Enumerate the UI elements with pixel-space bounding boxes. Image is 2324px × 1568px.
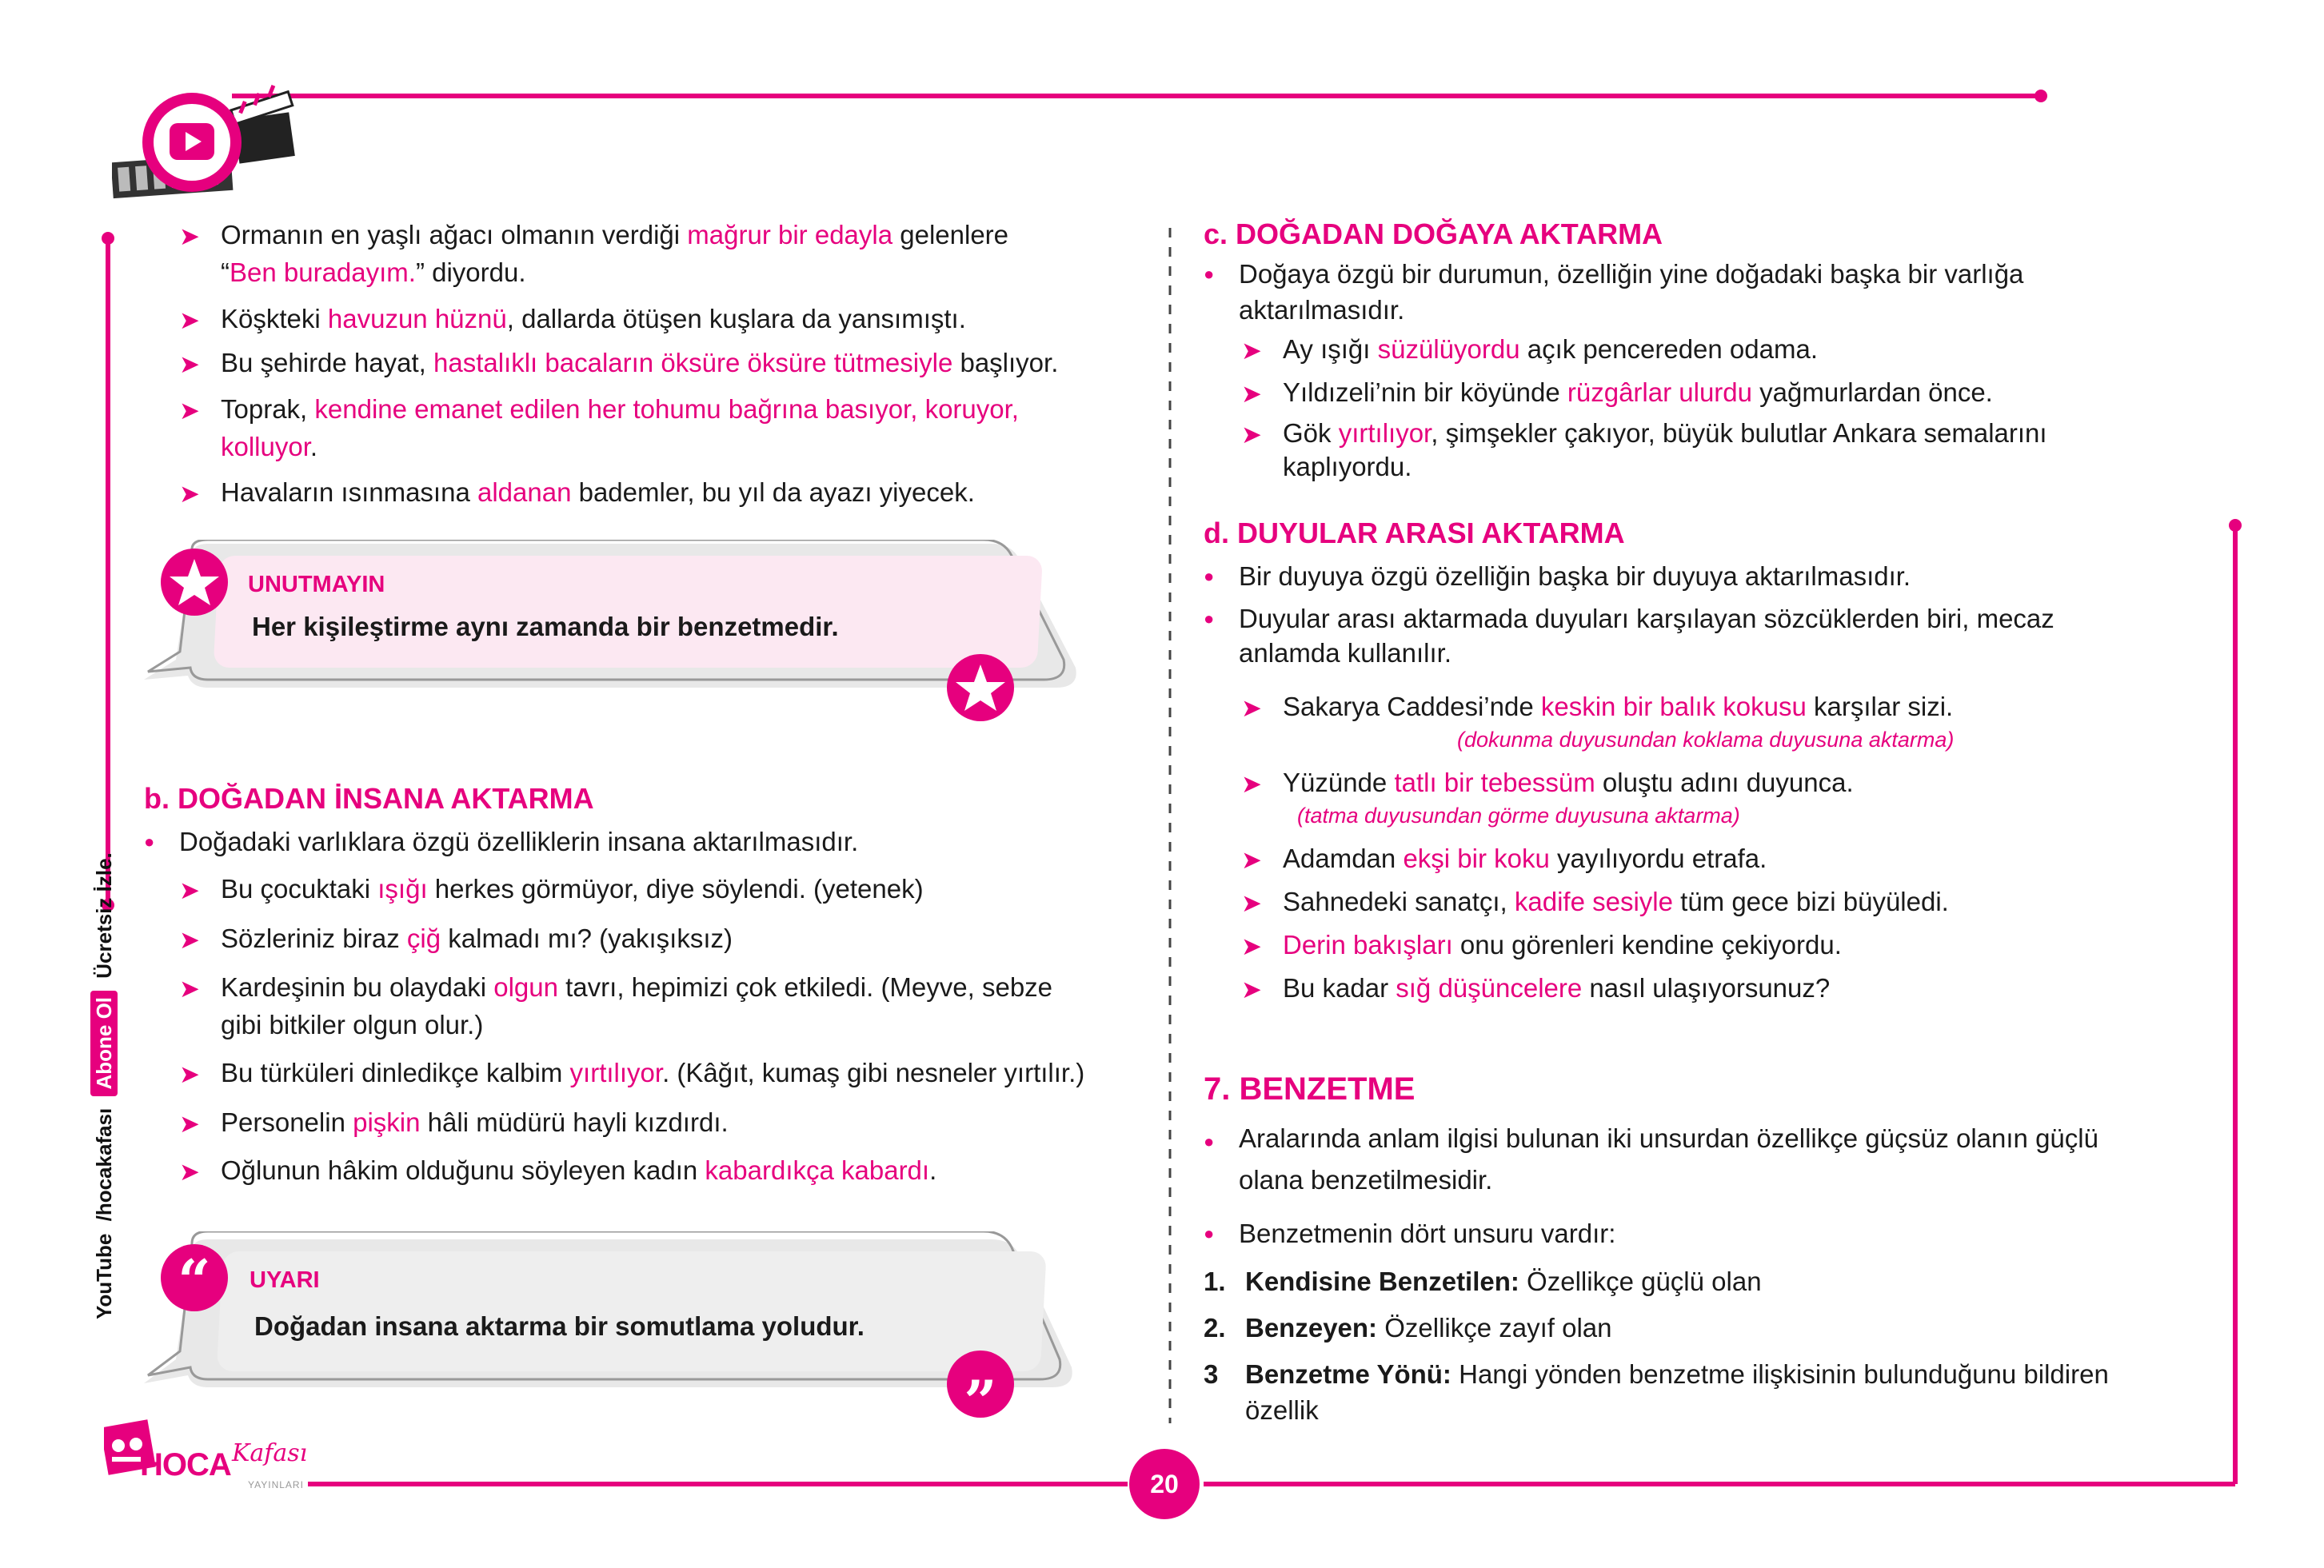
section-d-bullet-1 bbox=[1204, 558, 1911, 594]
element-2 bbox=[1204, 1310, 1612, 1346]
quote-open-icon bbox=[160, 1243, 229, 1312]
bullet-dot: ● bbox=[1204, 1223, 1215, 1243]
bullet-arrow-icon: ➤ bbox=[179, 876, 200, 904]
bullet-arrow-icon: ➤ bbox=[179, 1060, 200, 1088]
example-b-2 bbox=[179, 920, 1140, 957]
bullet-arrow-icon: ➤ bbox=[179, 926, 200, 954]
subscribe-badge[interactable]: Abone Ol bbox=[90, 991, 118, 1096]
highlight-phrase: Ben buradayım. bbox=[230, 257, 416, 287]
text-segment: tavrı, hepimizi çok etkiledi. (Meyve, sebze bbox=[557, 972, 1053, 1002]
example-text bbox=[221, 477, 975, 507]
example-d-6 bbox=[1241, 969, 2242, 1007]
bullet-text: Bir duyuya özgü özelliğin başka bir duyuya aktarılmasıdır. bbox=[1239, 561, 1911, 591]
section-d-bullet-2 bbox=[1204, 601, 2238, 670]
example-text bbox=[1283, 418, 2047, 448]
element-1 bbox=[1204, 1263, 1762, 1299]
text-segment: Gök bbox=[1283, 418, 1339, 448]
example-text-2 bbox=[1283, 452, 1412, 481]
element-3 bbox=[1204, 1356, 2109, 1428]
text-segment: bademler, bu yıl da ayazı yiyecek. bbox=[571, 477, 975, 507]
bullet-arrow-icon: ➤ bbox=[179, 1158, 200, 1186]
bullet-text-2: anlamda kullanılır. bbox=[1239, 638, 1452, 668]
logo-script: Kafası bbox=[232, 1439, 308, 1467]
section-7-heading: 7. BENZETME bbox=[1204, 1071, 1416, 1107]
text-segment: başlıyor. bbox=[952, 348, 1059, 377]
item-desc: Hangi yönden benzetme ilişkisinin bulunduğunu bildiren bbox=[1451, 1359, 2109, 1389]
text-segment: oluştu adını duyunca. bbox=[1595, 768, 1854, 797]
example-text-2 bbox=[221, 257, 526, 287]
text-segment: “ bbox=[221, 257, 230, 287]
highlight-phrase: olgun bbox=[493, 972, 558, 1002]
highlight-phrase: mağrur bir edayla bbox=[687, 220, 893, 249]
text-segment: herkes görmüyor, diye söylendi. (yetenek) bbox=[427, 874, 924, 904]
item-desc: Özellikçe zayıf olan bbox=[1377, 1313, 1612, 1343]
star-icon bbox=[946, 653, 1015, 722]
callout-title: UNUTMAYIN bbox=[248, 572, 385, 597]
item-number: 3 bbox=[1204, 1359, 1219, 1389]
highlight-phrase: ışığı bbox=[377, 874, 428, 904]
section-7-bullet-1 bbox=[1204, 1118, 2262, 1201]
text-segment: Oğlunun hâkim olduğunu söyleyen kadın bbox=[221, 1155, 705, 1185]
highlight-phrase: hastalıklı bacaların öksüre öksüre tütmesiyle bbox=[433, 348, 953, 377]
bullet-text: Duyular arası aktarmada duyuları karşılayan sözcüklerden biri, mecaz bbox=[1239, 604, 2054, 633]
bullet-dot: ● bbox=[1204, 566, 1215, 586]
highlight-phrase: çiğ bbox=[406, 924, 441, 953]
text-segment: Yıldızeli’nin bir köyünde bbox=[1283, 377, 1567, 407]
example-text bbox=[221, 972, 1052, 1002]
example-4 bbox=[179, 390, 1140, 465]
text-segment: Köşkteki bbox=[221, 304, 328, 333]
svg-text:”: ” bbox=[964, 1367, 997, 1418]
page-number-badge bbox=[1129, 1449, 1200, 1519]
example-c-2 bbox=[1241, 373, 2242, 411]
example-d-3 bbox=[1241, 840, 2242, 877]
bullet-dot: ● bbox=[144, 832, 155, 852]
example-b-3 bbox=[179, 968, 1140, 1043]
example-text bbox=[221, 220, 1008, 249]
definition-text: Doğadaki varlıklara özgü özelliklerin insana aktarılmasıdır. bbox=[179, 827, 859, 856]
video-badge[interactable] bbox=[112, 72, 304, 208]
item-number: 2. bbox=[1204, 1313, 1226, 1343]
highlight-phrase: ekşi bir koku bbox=[1403, 844, 1550, 873]
text-segment: Sahnedeki sanatçı, bbox=[1283, 887, 1515, 916]
text-segment: yağmurlardan önce. bbox=[1752, 377, 1993, 407]
item-term: Benzetme Yönü: bbox=[1245, 1359, 1452, 1389]
bullet-arrow-icon: ➤ bbox=[1241, 889, 1262, 917]
text-segment: karşılar sizi. bbox=[1806, 692, 1954, 721]
bullet-arrow-icon: ➤ bbox=[179, 975, 200, 1003]
text-segment: . (Kâğıt, kumaş gibi nesneler yırtılır.) bbox=[662, 1058, 1085, 1087]
example-text-2 bbox=[221, 1010, 483, 1039]
example-b-1 bbox=[179, 870, 1140, 908]
item-desc: Özellikçe güçlü olan bbox=[1519, 1267, 1762, 1296]
bullet-arrow-icon: ➤ bbox=[1241, 380, 1262, 408]
page-number: 20 bbox=[1150, 1470, 1179, 1498]
section-b-definition bbox=[144, 824, 858, 860]
example-text bbox=[221, 304, 966, 333]
highlight-phrase: kadife sesiyle bbox=[1514, 887, 1673, 916]
example-text bbox=[1283, 768, 1854, 797]
quote-close-icon bbox=[946, 1350, 1015, 1418]
section-c-definition bbox=[1204, 256, 2238, 328]
text-segment: , dallarda ötüşen kuşlara da yansımıştı. bbox=[506, 304, 966, 333]
callout-uyari bbox=[144, 1231, 1088, 1418]
text-segment: Bu türküleri dinledikçe kalbim bbox=[221, 1058, 570, 1087]
text-segment: Bu şehirde hayat, bbox=[221, 348, 433, 377]
example-c-3 bbox=[1241, 417, 2242, 484]
star-icon bbox=[160, 548, 229, 616]
example-d-4 bbox=[1241, 883, 2242, 920]
text-segment: yayılıyordu etrafa. bbox=[1549, 844, 1767, 873]
text-segment: Ay ışığı bbox=[1283, 334, 1378, 364]
example-text bbox=[221, 394, 1019, 424]
example-text bbox=[1283, 692, 1953, 721]
callout-text: Her kişileştirme aynı zamanda bir benzetmedir. bbox=[252, 612, 839, 641]
text-segment: kaplıyordu. bbox=[1283, 452, 1412, 481]
highlight-phrase: kolluyor bbox=[221, 432, 310, 461]
example-text bbox=[1283, 930, 1842, 960]
bullet-arrow-icon: ➤ bbox=[179, 480, 200, 508]
bullet-dot: ● bbox=[1204, 264, 1215, 284]
highlight-phrase: kabardıkça kabardı bbox=[705, 1155, 930, 1185]
example-d-2 bbox=[1241, 764, 2242, 801]
highlight-phrase: Derin bakışları bbox=[1283, 930, 1453, 960]
text-segment: . bbox=[929, 1155, 937, 1185]
section-7-bullet-2 bbox=[1204, 1215, 1615, 1251]
highlight-phrase: yırtılıyor bbox=[1338, 418, 1432, 448]
highlight-phrase: rüzgârlar ulurdu bbox=[1567, 377, 1752, 407]
bullet-dot: ● bbox=[1204, 608, 1215, 628]
highlight-phrase: tatlı bir tebessüm bbox=[1394, 768, 1595, 797]
bullet-text-2: olana benzetilmesidir. bbox=[1239, 1165, 1493, 1195]
example-b-4 bbox=[179, 1054, 1140, 1091]
example-text bbox=[1283, 844, 1767, 873]
example-3 bbox=[179, 344, 1140, 381]
example-d-note-1: (dokunma duyusundan koklama duyusuna aktarma) bbox=[1457, 728, 1955, 752]
bullet-arrow-icon: ➤ bbox=[179, 397, 200, 425]
text-segment: kalmadı mı? (yakışıksız) bbox=[441, 924, 733, 953]
example-text bbox=[221, 1155, 936, 1185]
bullet-text: Benzetmenin dört unsuru vardır: bbox=[1239, 1219, 1616, 1248]
section-d-heading: d. DUYULAR ARASI AKTARMA bbox=[1204, 517, 1625, 549]
text-segment: Kardeşinin bu olaydaki bbox=[221, 972, 494, 1002]
bullet-arrow-icon: ➤ bbox=[1241, 694, 1262, 722]
example-text bbox=[221, 348, 1058, 377]
text-segment: Sakarya Caddesi’nde bbox=[1283, 692, 1541, 721]
free-watch-text: Ücretsiz İzle. bbox=[92, 852, 116, 979]
bullet-arrow-icon: ➤ bbox=[1241, 932, 1262, 960]
highlight-phrase: pişkin bbox=[353, 1107, 421, 1137]
text-segment: açık pencereden odama. bbox=[1519, 334, 1818, 364]
highlight-phrase: süzülüyordu bbox=[1377, 334, 1520, 364]
text-segment: Ormanın en yaşlı ağacı olmanın verdiği bbox=[221, 220, 688, 249]
logo-brand: HOCA bbox=[140, 1447, 231, 1482]
bullet-arrow-icon: ➤ bbox=[179, 306, 200, 334]
example-5 bbox=[179, 473, 1140, 511]
example-text bbox=[221, 1107, 729, 1137]
bullet-arrow-icon: ➤ bbox=[179, 1110, 200, 1138]
text-segment: Sözleriniz biraz bbox=[221, 924, 407, 953]
text-segment: , şimşekler çakıyor, büyük bulutlar Ankara semalarını bbox=[1431, 418, 2047, 448]
bullet-arrow-icon: ➤ bbox=[1241, 846, 1262, 874]
example-d-note-2: (tatma duyusundan görme duyusuna aktarma) bbox=[1297, 804, 1740, 828]
bullet-dot: ● bbox=[1204, 1131, 1215, 1151]
highlight-phrase: kendine emanet edilen her tohumu bağrına basıyor, koruyor, bbox=[314, 394, 1019, 424]
text-segment: gelenlere bbox=[892, 220, 1009, 249]
example-text-2 bbox=[221, 432, 317, 461]
handle-text: /hocakafası bbox=[92, 1107, 116, 1222]
definition-line-2: aktarılmasıdır. bbox=[1239, 295, 1405, 325]
bullet-text: Aralarında anlam ilgisi bulunan iki unsurdan özellikçe güçsüz olanın güçlü bbox=[1239, 1123, 2098, 1153]
example-1 bbox=[179, 216, 1140, 291]
example-d-5 bbox=[1241, 926, 2242, 964]
text-segment: Havaların ısınmasına bbox=[221, 477, 477, 507]
text-segment: tüm gece bizi büyüledi. bbox=[1672, 887, 1949, 916]
bullet-arrow-icon: ➤ bbox=[1241, 421, 1262, 449]
bullet-arrow-icon: ➤ bbox=[1241, 976, 1262, 1003]
example-b-6 bbox=[179, 1151, 1140, 1189]
callout-title: UYARI bbox=[250, 1267, 320, 1293]
clapperboard-icon bbox=[231, 86, 295, 164]
highlight-phrase: aldanan bbox=[477, 477, 572, 507]
publisher-logo bbox=[104, 1415, 312, 1503]
text-segment: hâli müdürü hayli kızdırdı. bbox=[420, 1107, 729, 1137]
text-segment: Bu kadar bbox=[1283, 973, 1396, 1003]
bullet-arrow-icon: ➤ bbox=[1241, 337, 1262, 365]
definition-line-1: Doğaya özgü bir durumun, özelliğin yine doğadaki başka bir varlığa bbox=[1239, 259, 2024, 289]
item-term: Kendisine Benzetilen: bbox=[1245, 1267, 1519, 1296]
bullet-arrow-icon: ➤ bbox=[179, 222, 200, 250]
example-text bbox=[221, 924, 733, 953]
text-segment: Bu çocuktaki bbox=[221, 874, 378, 904]
logo-sub: YAYINLARI bbox=[248, 1479, 304, 1490]
text-segment: nasıl ulaşıyorsunuz? bbox=[1582, 973, 1831, 1003]
example-c-1 bbox=[1241, 330, 2242, 368]
bullet-arrow-icon: ➤ bbox=[179, 350, 200, 378]
text-segment: ” diyordu. bbox=[415, 257, 526, 287]
text-segment: Toprak, bbox=[221, 394, 315, 424]
item-desc-2: özellik bbox=[1245, 1395, 1319, 1425]
example-d-1 bbox=[1241, 688, 2242, 725]
callout-unutmayin bbox=[144, 540, 1088, 716]
bullet-arrow-icon: ➤ bbox=[1241, 770, 1262, 798]
example-text bbox=[221, 874, 924, 904]
example-text bbox=[1283, 887, 1949, 916]
example-b-5 bbox=[179, 1103, 1140, 1141]
text-segment: Adamdan bbox=[1283, 844, 1404, 873]
highlight-phrase: havuzun hüznü bbox=[327, 304, 507, 333]
example-text bbox=[1283, 377, 1993, 407]
text-segment: . bbox=[309, 432, 318, 461]
text-segment: gibi bitkiler olgun olur.) bbox=[221, 1010, 484, 1039]
callout-text: Doğadan insana aktarma bir somutlama yoludur. bbox=[254, 1311, 865, 1341]
svg-text:“: “ bbox=[178, 1247, 211, 1312]
highlight-phrase: yırtılıyor bbox=[569, 1058, 663, 1087]
youtube-text: YouTube bbox=[92, 1233, 116, 1319]
highlight-phrase: keskin bir balık kokusu bbox=[1540, 692, 1807, 721]
text-segment: Yüzünde bbox=[1283, 768, 1395, 797]
example-text bbox=[221, 1058, 1084, 1087]
item-term: Benzeyen: bbox=[1245, 1313, 1378, 1343]
youtube-side-banner[interactable] bbox=[92, 852, 117, 1319]
text-segment: onu görenleri kendine çekiyordu. bbox=[1452, 930, 1842, 960]
example-text bbox=[1283, 973, 1830, 1003]
section-c-heading: c. DOĞADAN DOĞAYA AKTARMA bbox=[1204, 217, 1663, 250]
section-b-heading: b. DOĞADAN İNSANA AKTARMA bbox=[144, 782, 594, 815]
example-text bbox=[1283, 334, 1818, 364]
highlight-phrase: sığ düşüncelere bbox=[1396, 973, 1583, 1003]
example-2 bbox=[179, 300, 1140, 337]
item-number: 1. bbox=[1204, 1267, 1226, 1296]
text-segment: Personelin bbox=[221, 1107, 353, 1137]
